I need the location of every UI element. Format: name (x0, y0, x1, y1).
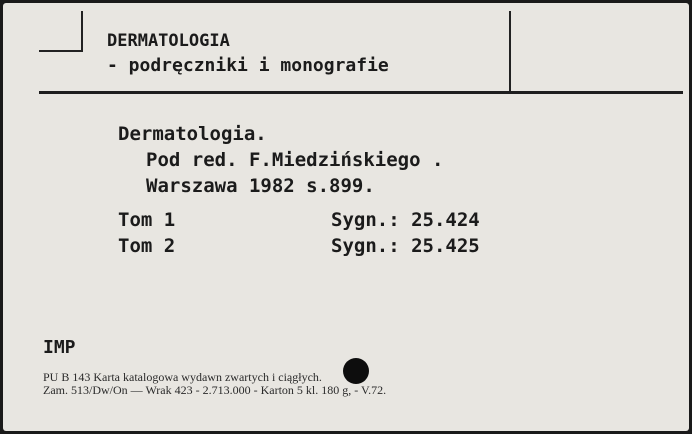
footer-line-1: PU B 143 Karta katalogowa wydawn zwartych i ciągłych. (43, 370, 322, 384)
volume-label: Tom 2 (118, 235, 176, 257)
volume-signature: Sygn.: 25.425 (331, 235, 480, 257)
subject-subheading: - podręczniki i monografie (107, 55, 389, 76)
footer-line-2: Zam. 513/Dw/On — Wrak 423 - 2.713.000 - Karton 5 kl. 180 g, - V.72. (43, 383, 387, 397)
entry-imprint: Warszawa 1982 s.899. (146, 175, 375, 197)
header-rule (39, 91, 683, 94)
header-divider-left (81, 11, 83, 52)
volume-label: Tom 1 (118, 209, 176, 231)
volume-signature: Sygn.: 25.424 (331, 209, 480, 231)
header-rule-short (39, 50, 83, 52)
catalog-card (3, 3, 689, 431)
entry-title: Dermatologia. (118, 123, 267, 145)
imp-stamp: IMP (43, 337, 76, 358)
entry-editor: Pod red. F.Miedzińskiego . (146, 149, 444, 171)
subject-heading: DERMATOLOGIA (107, 31, 230, 51)
header-divider-right (509, 11, 511, 91)
punch-hole (343, 358, 369, 384)
